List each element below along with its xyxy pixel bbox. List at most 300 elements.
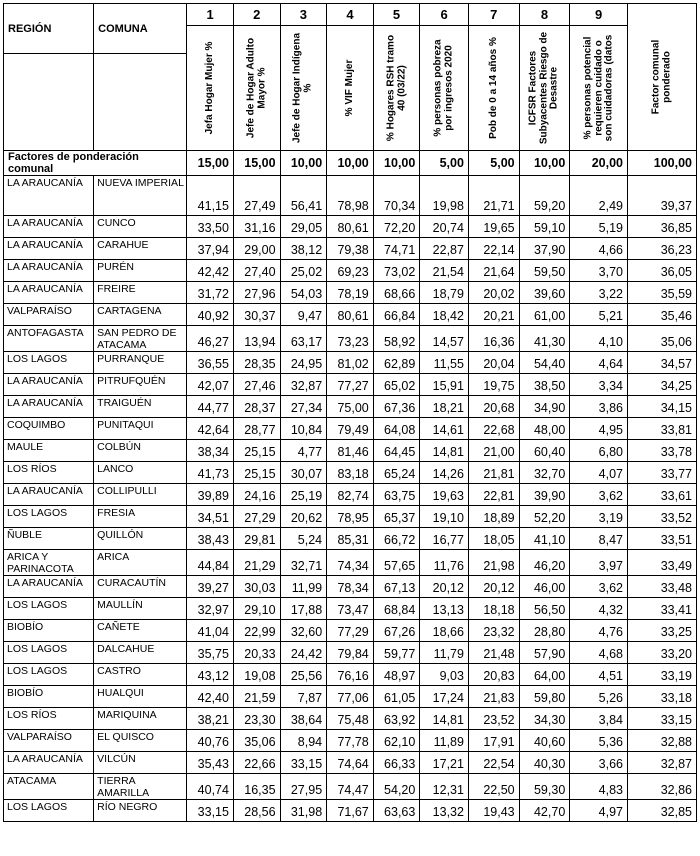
value-cell: 29,00 <box>233 238 280 260</box>
table-row <box>4 352 697 374</box>
table-row <box>4 304 697 326</box>
comuna-cell: CURACAUTÍN <box>94 576 187 598</box>
value-cell: 59,50 <box>519 260 570 282</box>
value-cell: 74,34 <box>327 550 374 576</box>
column-header-7 <box>468 26 519 151</box>
column-header-1 <box>187 26 234 151</box>
value-cell: 40,74 <box>187 774 234 800</box>
value-cell: 70,34 <box>373 176 420 216</box>
value-cell: 36,23 <box>628 238 697 260</box>
comuna-cell: EL QUISCO <box>94 730 187 752</box>
value-cell: 4,76 <box>570 620 628 642</box>
value-cell: 79,38 <box>327 238 374 260</box>
value-cell: 24,95 <box>280 352 327 374</box>
value-cell: 41,73 <box>187 462 234 484</box>
comuna-cell: CASTRO <box>94 664 187 686</box>
value-cell: 21,81 <box>468 462 519 484</box>
value-cell: 18,21 <box>420 396 469 418</box>
value-cell: 32,87 <box>280 374 327 396</box>
value-cell: 59,77 <box>373 642 420 664</box>
weight-value: 5,00 <box>420 151 469 176</box>
value-cell: 27,40 <box>233 260 280 282</box>
value-cell: 14,26 <box>420 462 469 484</box>
comuna-cell: VILCÚN <box>94 752 187 774</box>
value-cell: 17,24 <box>420 686 469 708</box>
value-cell: 28,77 <box>233 418 280 440</box>
column-header-label-5: % Hogares RSH tramo 40 (03/22) <box>385 34 407 142</box>
value-cell: 57,65 <box>373 550 420 576</box>
comuna-cell: PITRUFQUÉN <box>94 374 187 396</box>
table-row <box>4 440 697 462</box>
region-cell: LA ARAUCANÍA <box>4 576 94 598</box>
column-header-label-3: Jefe de Hogar Indígena % <box>291 32 314 144</box>
value-cell: 3,70 <box>570 260 628 282</box>
value-cell: 6,80 <box>570 440 628 462</box>
value-cell: 4,68 <box>570 642 628 664</box>
column-numbers-row <box>4 4 697 26</box>
value-cell: 59,10 <box>519 216 570 238</box>
value-cell: 20,12 <box>420 576 469 598</box>
value-cell: 19,08 <box>233 664 280 686</box>
value-cell: 16,77 <box>420 528 469 550</box>
comuna-cell: CUNCO <box>94 216 187 238</box>
weights-row <box>4 151 697 176</box>
value-cell: 17,21 <box>420 752 469 774</box>
value-cell: 3,62 <box>570 576 628 598</box>
value-cell: 20,33 <box>233 642 280 664</box>
ponderation-factors-table <box>3 3 697 822</box>
value-cell: 64,08 <box>373 418 420 440</box>
comuna-cell: MARIQUINA <box>94 708 187 730</box>
value-cell: 22,81 <box>468 484 519 506</box>
value-cell: 83,18 <box>327 462 374 484</box>
value-cell: 20,02 <box>468 282 519 304</box>
value-cell: 35,75 <box>187 642 234 664</box>
comuna-cell: NUEVA IMPERIAL <box>94 176 187 216</box>
value-cell: 25,56 <box>280 664 327 686</box>
value-cell: 41,04 <box>187 620 234 642</box>
region-cell: LOS LAGOS <box>4 642 94 664</box>
value-cell: 58,92 <box>373 326 420 352</box>
value-cell: 41,15 <box>187 176 234 216</box>
value-cell: 67,36 <box>373 396 420 418</box>
region-column-header: REGIÓN <box>4 4 94 54</box>
factor-column-header <box>628 4 697 151</box>
value-cell: 75,48 <box>327 708 374 730</box>
value-cell: 43,12 <box>187 664 234 686</box>
value-cell: 12,31 <box>420 774 469 800</box>
value-cell: 81,46 <box>327 440 374 462</box>
weights-row-label: Factores de ponderación comunal <box>4 151 187 176</box>
value-cell: 48,00 <box>519 418 570 440</box>
value-cell: 5,19 <box>570 216 628 238</box>
region-cell: LOS LAGOS <box>4 352 94 374</box>
table-row <box>4 282 697 304</box>
value-cell: 34,25 <box>628 374 697 396</box>
value-cell: 42,42 <box>187 260 234 282</box>
comuna-cell: TRAIGUÉN <box>94 396 187 418</box>
value-cell: 65,37 <box>373 506 420 528</box>
weight-value: 100,00 <box>628 151 697 176</box>
value-cell: 67,26 <box>373 620 420 642</box>
value-cell: 9,03 <box>420 664 469 686</box>
value-cell: 18,18 <box>468 598 519 620</box>
value-cell: 8,94 <box>280 730 327 752</box>
value-cell: 14,57 <box>420 326 469 352</box>
value-cell: 3,66 <box>570 752 628 774</box>
value-cell: 35,46 <box>628 304 697 326</box>
table-row <box>4 598 697 620</box>
weight-value: 10,00 <box>327 151 374 176</box>
table-row <box>4 642 697 664</box>
value-cell: 36,85 <box>628 216 697 238</box>
value-cell: 38,64 <box>280 708 327 730</box>
table-row <box>4 708 697 730</box>
value-cell: 5,26 <box>570 686 628 708</box>
region-cell: LA ARAUCANÍA <box>4 374 94 396</box>
weight-value: 15,00 <box>187 151 234 176</box>
value-cell: 77,78 <box>327 730 374 752</box>
value-cell: 3,84 <box>570 708 628 730</box>
value-cell: 73,47 <box>327 598 374 620</box>
value-cell: 20,12 <box>468 576 519 598</box>
table-row <box>4 374 697 396</box>
weight-value: 15,00 <box>233 151 280 176</box>
value-cell: 31,72 <box>187 282 234 304</box>
comuna-cell: ARICA <box>94 550 187 576</box>
weight-value: 20,00 <box>570 151 628 176</box>
value-cell: 4,51 <box>570 664 628 686</box>
table-row <box>4 176 697 216</box>
region-cell: LA ARAUCANÍA <box>4 396 94 418</box>
value-cell: 5,21 <box>570 304 628 326</box>
value-cell: 32,70 <box>519 462 570 484</box>
value-cell: 4,07 <box>570 462 628 484</box>
value-cell: 33,50 <box>187 216 234 238</box>
value-cell: 3,86 <box>570 396 628 418</box>
table-row <box>4 238 697 260</box>
value-cell: 69,23 <box>327 260 374 282</box>
value-cell: 74,47 <box>327 774 374 800</box>
table-row <box>4 550 697 576</box>
value-cell: 66,72 <box>373 528 420 550</box>
value-cell: 3,97 <box>570 550 628 576</box>
value-cell: 19,65 <box>468 216 519 238</box>
value-cell: 33,61 <box>628 484 697 506</box>
value-cell: 33,19 <box>628 664 697 686</box>
value-cell: 46,00 <box>519 576 570 598</box>
value-cell: 21,54 <box>420 260 469 282</box>
table-row <box>4 326 697 352</box>
value-cell: 78,98 <box>327 176 374 216</box>
value-cell: 20,74 <box>420 216 469 238</box>
value-cell: 34,57 <box>628 352 697 374</box>
value-cell: 18,89 <box>468 506 519 528</box>
value-cell: 21,00 <box>468 440 519 462</box>
column-header-label-6: % personas pobreza por ingresos 2020 <box>432 39 455 137</box>
column-number-8: 8 <box>519 4 570 26</box>
value-cell: 77,29 <box>327 620 374 642</box>
value-cell: 24,16 <box>233 484 280 506</box>
value-cell: 19,75 <box>468 374 519 396</box>
value-cell: 38,21 <box>187 708 234 730</box>
value-cell: 61,05 <box>373 686 420 708</box>
value-cell: 54,03 <box>280 282 327 304</box>
value-cell: 68,66 <box>373 282 420 304</box>
value-cell: 16,35 <box>233 774 280 800</box>
value-cell: 9,47 <box>280 304 327 326</box>
comuna-cell: CAÑETE <box>94 620 187 642</box>
value-cell: 60,40 <box>519 440 570 462</box>
value-cell: 11,89 <box>420 730 469 752</box>
comuna-header-spacer <box>94 54 187 151</box>
value-cell: 63,17 <box>280 326 327 352</box>
value-cell: 40,60 <box>519 730 570 752</box>
table-row <box>4 774 697 800</box>
value-cell: 18,42 <box>420 304 469 326</box>
comuna-cell: PUNITAQUI <box>94 418 187 440</box>
value-cell: 11,55 <box>420 352 469 374</box>
value-cell: 62,10 <box>373 730 420 752</box>
value-cell: 33,81 <box>628 418 697 440</box>
value-cell: 38,34 <box>187 440 234 462</box>
value-cell: 76,16 <box>327 664 374 686</box>
value-cell: 22,66 <box>233 752 280 774</box>
column-number-7: 7 <box>468 4 519 26</box>
value-cell: 59,80 <box>519 686 570 708</box>
value-cell: 4,95 <box>570 418 628 440</box>
comuna-cell: TIERRA AMARILLA <box>94 774 187 800</box>
value-cell: 54,20 <box>373 774 420 800</box>
value-cell: 46,27 <box>187 326 234 352</box>
column-header-label-2: Jefe de Hogar Adulto Mayor % <box>245 37 267 139</box>
value-cell: 27,96 <box>233 282 280 304</box>
value-cell: 33,51 <box>628 528 697 550</box>
value-cell: 37,94 <box>187 238 234 260</box>
value-cell: 67,13 <box>373 576 420 598</box>
region-cell: BIOBÍO <box>4 620 94 642</box>
region-cell: MAULE <box>4 440 94 462</box>
value-cell: 35,43 <box>187 752 234 774</box>
value-cell: 4,77 <box>280 440 327 462</box>
region-cell: LA ARAUCANÍA <box>4 238 94 260</box>
value-cell: 21,71 <box>468 176 519 216</box>
value-cell: 32,88 <box>628 730 697 752</box>
region-cell: LOS LAGOS <box>4 664 94 686</box>
value-cell: 38,43 <box>187 528 234 550</box>
table-row <box>4 620 697 642</box>
value-cell: 22,50 <box>468 774 519 800</box>
value-cell: 31,16 <box>233 216 280 238</box>
comuna-cell: COLLIPULLI <box>94 484 187 506</box>
comuna-cell: DALCAHUE <box>94 642 187 664</box>
value-cell: 79,84 <box>327 642 374 664</box>
region-cell: LA ARAUCANÍA <box>4 176 94 216</box>
value-cell: 63,92 <box>373 708 420 730</box>
value-cell: 40,30 <box>519 752 570 774</box>
table-body <box>4 176 697 822</box>
region-cell: LA ARAUCANÍA <box>4 282 94 304</box>
value-cell: 22,68 <box>468 418 519 440</box>
value-cell: 40,76 <box>187 730 234 752</box>
region-cell: BIOBÍO <box>4 686 94 708</box>
value-cell: 77,27 <box>327 374 374 396</box>
region-header-spacer <box>4 54 94 151</box>
value-cell: 5,36 <box>570 730 628 752</box>
region-cell: LA ARAUCANÍA <box>4 260 94 282</box>
value-cell: 36,05 <box>628 260 697 282</box>
value-cell: 39,89 <box>187 484 234 506</box>
value-cell: 23,32 <box>468 620 519 642</box>
value-cell: 30,03 <box>233 576 280 598</box>
value-cell: 25,15 <box>233 462 280 484</box>
table-row <box>4 396 697 418</box>
value-cell: 34,15 <box>628 396 697 418</box>
value-cell: 33,15 <box>280 752 327 774</box>
value-cell: 27,34 <box>280 396 327 418</box>
value-cell: 82,74 <box>327 484 374 506</box>
value-cell: 80,61 <box>327 216 374 238</box>
comuna-cell: PURRANQUE <box>94 352 187 374</box>
value-cell: 35,06 <box>233 730 280 752</box>
value-cell: 27,46 <box>233 374 280 396</box>
column-number-9: 9 <box>570 4 628 26</box>
value-cell: 29,10 <box>233 598 280 620</box>
value-cell: 64,45 <box>373 440 420 462</box>
value-cell: 4,83 <box>570 774 628 800</box>
value-cell: 27,29 <box>233 506 280 528</box>
column-header-4 <box>327 26 374 151</box>
value-cell: 39,60 <box>519 282 570 304</box>
value-cell: 37,90 <box>519 238 570 260</box>
value-cell: 33,77 <box>628 462 697 484</box>
table-row <box>4 484 697 506</box>
value-cell: 10,84 <box>280 418 327 440</box>
value-cell: 11,99 <box>280 576 327 598</box>
value-cell: 21,64 <box>468 260 519 282</box>
column-number-5: 5 <box>373 4 420 26</box>
column-number-6: 6 <box>420 4 469 26</box>
value-cell: 13,13 <box>420 598 469 620</box>
value-cell: 33,41 <box>628 598 697 620</box>
value-cell: 65,24 <box>373 462 420 484</box>
region-cell: LOS LAGOS <box>4 800 94 822</box>
value-cell: 63,75 <box>373 484 420 506</box>
value-cell: 20,04 <box>468 352 519 374</box>
value-cell: 11,76 <box>420 550 469 576</box>
table-row <box>4 216 697 238</box>
weight-value: 5,00 <box>468 151 519 176</box>
value-cell: 42,64 <box>187 418 234 440</box>
value-cell: 18,66 <box>420 620 469 642</box>
column-header-label-9: % personas potencial requieren cuidado o son cuidadoras (datos <box>581 34 614 142</box>
value-cell: 8,47 <box>570 528 628 550</box>
value-cell: 17,91 <box>468 730 519 752</box>
value-cell: 19,98 <box>420 176 469 216</box>
value-cell: 30,37 <box>233 304 280 326</box>
value-cell: 33,78 <box>628 440 697 462</box>
column-number-2: 2 <box>233 4 280 26</box>
value-cell: 61,00 <box>519 304 570 326</box>
value-cell: 74,64 <box>327 752 374 774</box>
column-header-6 <box>420 26 469 151</box>
comuna-cell: CARTAGENA <box>94 304 187 326</box>
value-cell: 85,31 <box>327 528 374 550</box>
value-cell: 36,55 <box>187 352 234 374</box>
value-cell: 75,00 <box>327 396 374 418</box>
value-cell: 15,91 <box>420 374 469 396</box>
value-cell: 29,05 <box>280 216 327 238</box>
value-cell: 29,81 <box>233 528 280 550</box>
value-cell: 57,90 <box>519 642 570 664</box>
value-cell: 3,19 <box>570 506 628 528</box>
value-cell: 42,40 <box>187 686 234 708</box>
column-header-label-4: % VIF Mujer <box>343 59 355 117</box>
value-cell: 59,20 <box>519 176 570 216</box>
value-cell: 66,84 <box>373 304 420 326</box>
value-cell: 14,81 <box>420 708 469 730</box>
column-number-4: 4 <box>327 4 374 26</box>
column-header-label-8: ICFSR Factores Subyacentes Riesgo de Desastre <box>527 31 560 145</box>
value-cell: 33,49 <box>628 550 697 576</box>
table-header <box>4 4 697 176</box>
value-cell: 38,12 <box>280 238 327 260</box>
value-cell: 22,14 <box>468 238 519 260</box>
value-cell: 4,32 <box>570 598 628 620</box>
table-row <box>4 664 697 686</box>
value-cell: 38,50 <box>519 374 570 396</box>
value-cell: 4,66 <box>570 238 628 260</box>
value-cell: 41,30 <box>519 326 570 352</box>
value-cell: 48,97 <box>373 664 420 686</box>
comuna-cell: HUALQUI <box>94 686 187 708</box>
region-cell: ATACAMA <box>4 774 94 800</box>
value-cell: 78,34 <box>327 576 374 598</box>
weight-value: 10,00 <box>280 151 327 176</box>
value-cell: 32,85 <box>628 800 697 822</box>
value-cell: 20,83 <box>468 664 519 686</box>
value-cell: 21,59 <box>233 686 280 708</box>
value-cell: 23,30 <box>233 708 280 730</box>
comuna-cell: LANCO <box>94 462 187 484</box>
value-cell: 16,36 <box>468 326 519 352</box>
column-header-label-1: Jefa Hogar Mujer % <box>203 41 215 135</box>
value-cell: 35,06 <box>628 326 697 352</box>
value-cell: 31,98 <box>280 800 327 822</box>
value-cell: 28,56 <box>233 800 280 822</box>
value-cell: 72,20 <box>373 216 420 238</box>
value-cell: 41,10 <box>519 528 570 550</box>
value-cell: 62,89 <box>373 352 420 374</box>
value-cell: 33,15 <box>628 708 697 730</box>
value-cell: 34,30 <box>519 708 570 730</box>
value-cell: 32,86 <box>628 774 697 800</box>
region-cell: LOS RÍOS <box>4 708 94 730</box>
value-cell: 20,21 <box>468 304 519 326</box>
value-cell: 32,71 <box>280 550 327 576</box>
comuna-cell: FRESIA <box>94 506 187 528</box>
value-cell: 19,10 <box>420 506 469 528</box>
value-cell: 21,83 <box>468 686 519 708</box>
value-cell: 3,22 <box>570 282 628 304</box>
value-cell: 27,49 <box>233 176 280 216</box>
value-cell: 27,95 <box>280 774 327 800</box>
weight-value: 10,00 <box>373 151 420 176</box>
column-header-3 <box>280 26 327 151</box>
table-row <box>4 576 697 598</box>
value-cell: 20,68 <box>468 396 519 418</box>
value-cell: 11,79 <box>420 642 469 664</box>
